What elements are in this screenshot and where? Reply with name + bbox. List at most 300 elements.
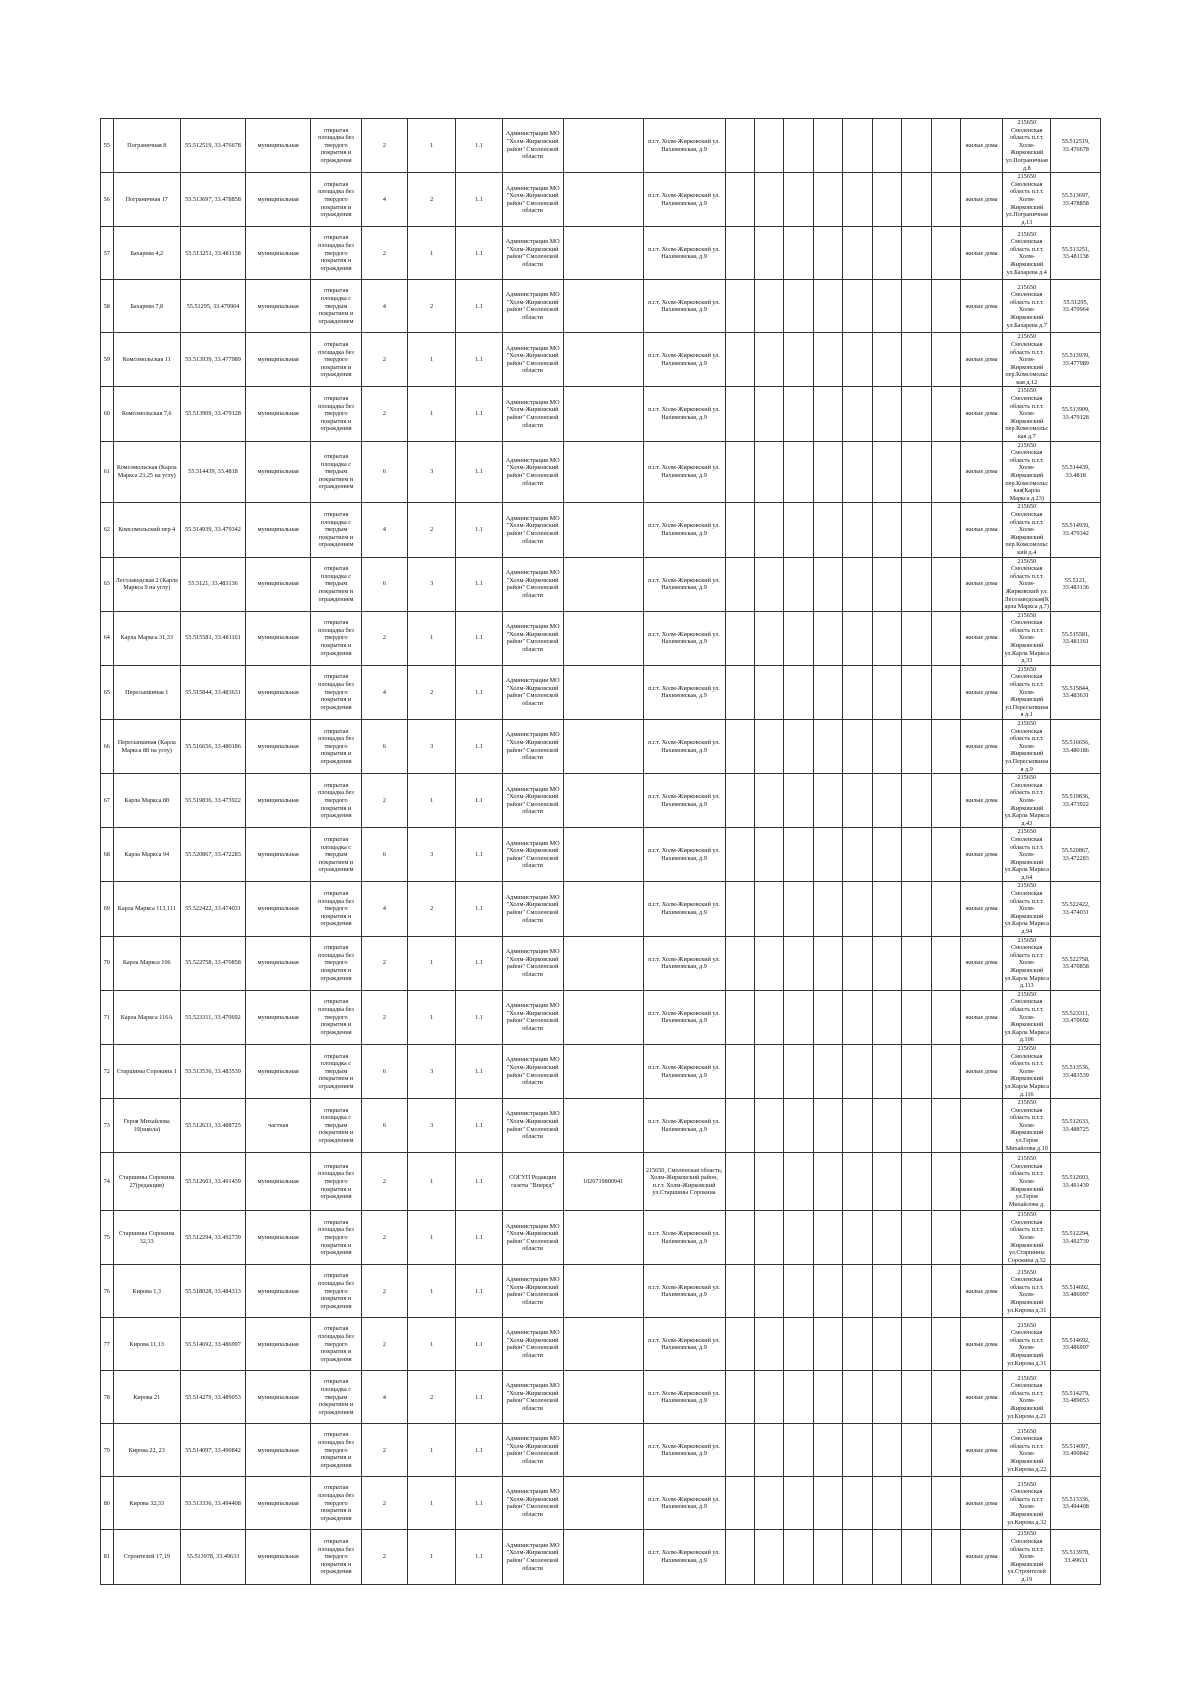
surface-cell: открытая площадка без твердого покрытия и ограждения (311, 1530, 361, 1584)
surface-cell: открытая площадка без твердого покрытия и ограждения (311, 1153, 361, 1211)
container-count-cell: 1 (408, 1424, 456, 1477)
table-row (101, 1099, 1101, 1153)
area-cell: 2 (361, 990, 407, 1044)
empty-cell (725, 173, 754, 227)
source-cell: жилые дома (961, 1318, 1003, 1371)
empty-cell (784, 119, 813, 173)
area-cell: 6 (361, 828, 407, 882)
empty-cell (784, 774, 813, 828)
empty-cell (725, 227, 754, 280)
empty-cell (813, 665, 842, 719)
volume-cell: 1.1 (456, 774, 502, 828)
container-count-cell: 3 (408, 1044, 456, 1098)
empty-cell (902, 1318, 931, 1371)
table-row (101, 1530, 1101, 1584)
row-number: 81 (101, 1530, 114, 1584)
source-address-cell: 215650 Смоленская область п.г.т. Холм-Жирковский пер.Комсомольская д.7 (1003, 387, 1051, 441)
ownership-cell: муниципальная (246, 1153, 311, 1211)
empty-cell (931, 1044, 960, 1098)
empty-cell (754, 720, 783, 774)
empty-cell (843, 1153, 872, 1211)
owner-cell: Администрация МО "Холм-Жирковский район" Смоленской области (502, 227, 563, 280)
container-count-cell: 2 (408, 665, 456, 719)
surface-cell: открытая площадка без твердого покрытия и ограждения (311, 774, 361, 828)
empty-cell (725, 333, 754, 387)
empty-cell (843, 1424, 872, 1477)
source-cell (961, 1153, 1003, 1211)
table-row (101, 227, 1101, 280)
area-cell: 2 (361, 774, 407, 828)
owner-cell: Администрация МО "Холм-Жирковский район" Смоленской области (502, 387, 563, 441)
empty-cell (872, 503, 901, 557)
empty-cell (843, 280, 872, 333)
row-number: 62 (101, 503, 114, 557)
coordinates-cell: 55.512633, 33.488725 (180, 1099, 245, 1153)
area-cell: 2 (361, 611, 407, 665)
area-cell: 6 (361, 720, 407, 774)
volume-cell: 1.1 (456, 333, 502, 387)
address-cell: Кирова 32,33 (113, 1477, 180, 1530)
volume-cell: 1.1 (456, 387, 502, 441)
surface-cell: открытая площадка без твердого покрытия и ограждения (311, 936, 361, 990)
source-cell: жилые дома (961, 557, 1003, 611)
inn-cell (563, 1044, 643, 1098)
empty-cell (784, 503, 813, 557)
empty-cell (784, 1211, 813, 1265)
empty-cell (902, 990, 931, 1044)
container-count-cell: 1 (408, 333, 456, 387)
ownership-cell: муниципальная (246, 1211, 311, 1265)
empty-cell (754, 882, 783, 936)
coordinates-cell: 55.513536, 33.483539 (180, 1044, 245, 1098)
coordinates-cell: 55.522422, 33.474031 (180, 882, 245, 936)
empty-cell (931, 1153, 960, 1211)
empty-cell (725, 1153, 754, 1211)
row-number: 78 (101, 1371, 114, 1424)
owner-cell: Администрация МО "Холм-Жирковский район" Смоленской области (502, 280, 563, 333)
container-count-cell: 1 (408, 1265, 456, 1318)
ownership-cell: муниципальная (246, 387, 311, 441)
coordinates-cell: 55.516656, 33.480186 (180, 720, 245, 774)
empty-cell (725, 280, 754, 333)
empty-cell (872, 280, 901, 333)
empty-cell (754, 1153, 783, 1211)
table-row (101, 611, 1101, 665)
empty-cell (931, 665, 960, 719)
empty-cell (902, 441, 931, 503)
ownership-cell: муниципальная (246, 333, 311, 387)
ownership-cell: муниципальная (246, 990, 311, 1044)
empty-cell (754, 611, 783, 665)
empty-cell (754, 774, 783, 828)
address-cell: Карла Маркса 113,111 (113, 882, 180, 936)
owner-address-cell: п.г.т. Холм-Жирковский ул. Нахимовская, д.9 (643, 1044, 725, 1098)
empty-cell (725, 1371, 754, 1424)
empty-cell (902, 1153, 931, 1211)
table-row (101, 1424, 1101, 1477)
surface-cell: открытая площадка с твердым покрытием и ограждением (311, 1371, 361, 1424)
ownership-cell: муниципальная (246, 774, 311, 828)
owner-address-cell: п.г.т. Холм-Жирковский ул. Нахимовская, д.9 (643, 611, 725, 665)
container-count-cell: 2 (408, 882, 456, 936)
owner-cell: Администрация МО "Холм-Жирковский район" Смоленской области (502, 333, 563, 387)
source-coordinates-cell: 55.513251, 33.481138 (1051, 227, 1101, 280)
owner-address-cell: п.г.т. Холм-Жирковский ул. Нахимовская, д.9 (643, 720, 725, 774)
inn-cell (563, 1265, 643, 1318)
ownership-cell: муниципальная (246, 1424, 311, 1477)
empty-cell (754, 173, 783, 227)
empty-cell (872, 1424, 901, 1477)
empty-cell (813, 720, 842, 774)
owner-address-cell: п.г.т. Холм-Жирковский ул. Нахимовская, д.9 (643, 1318, 725, 1371)
empty-cell (784, 1153, 813, 1211)
owner-cell: Администрация МО "Холм-Жирковский район" Смоленской области (502, 1265, 563, 1318)
empty-cell (843, 503, 872, 557)
area-cell: 2 (361, 387, 407, 441)
inn-cell (563, 173, 643, 227)
source-address-cell: 215650 Смоленская область п.г.т. Холм-Жирковский ул.Строителей д.19 (1003, 1530, 1051, 1584)
container-count-cell: 1 (408, 990, 456, 1044)
row-number: 65 (101, 665, 114, 719)
address-cell: Комсомольский пер 4 (113, 503, 180, 557)
inn-cell (563, 720, 643, 774)
empty-cell (725, 774, 754, 828)
empty-cell (754, 665, 783, 719)
volume-cell: 1.1 (456, 1530, 502, 1584)
empty-cell (843, 1044, 872, 1098)
empty-cell (931, 936, 960, 990)
ownership-cell: муниципальная (246, 1371, 311, 1424)
empty-cell (902, 173, 931, 227)
source-cell (961, 1099, 1003, 1153)
empty-cell (902, 1424, 931, 1477)
empty-cell (784, 441, 813, 503)
source-coordinates-cell: 55.523311, 33.470692 (1051, 990, 1101, 1044)
empty-cell (931, 173, 960, 227)
empty-cell (784, 227, 813, 280)
empty-cell (725, 1265, 754, 1318)
empty-cell (872, 1211, 901, 1265)
empty-cell (784, 280, 813, 333)
empty-cell (813, 1153, 842, 1211)
ownership-cell: муниципальная (246, 882, 311, 936)
owner-address-cell: п.г.т. Холм-Жирковский ул. Нахимовская, д.9 (643, 1371, 725, 1424)
source-address-cell: 215650 Смоленская область п.г.т. Холм-Жирковский ул.Карла Маркса д.94 (1004, 882, 1049, 936)
row-number: 57 (101, 227, 114, 280)
empty-cell (784, 173, 813, 227)
surface-cell: открытая площадка с твердым покрытием и ограждением (311, 1044, 361, 1098)
owner-address-cell: 215650, Смоленская область, Холм-Жирковский район, п.г.т. Холм-Жирковский ул.Старшины Сорокина (643, 1153, 725, 1211)
empty-cell (902, 280, 931, 333)
address-cell: Бахарева 7,8 (113, 280, 180, 333)
source-coordinates-cell: 55.514692, 33.486997 (1051, 1318, 1101, 1371)
coordinates-cell: 55.519836, 33.473922 (180, 774, 245, 828)
coordinates-cell: 55.515844, 33.483631 (180, 665, 245, 719)
owner-cell: Администрация МО "Холм-Жирковский район" Смоленской области (502, 1477, 563, 1530)
empty-cell (784, 1265, 813, 1318)
empty-cell (931, 1477, 960, 1530)
empty-cell (931, 774, 960, 828)
empty-cell (843, 1265, 872, 1318)
source-address-cell: 215650 Смоленская область п.г.т. Холм-Жирковский пер.Комсомольская(Карла Маркса д.23) (1003, 441, 1051, 503)
empty-cell (813, 441, 842, 503)
source-cell: жилые дома (961, 828, 1003, 882)
empty-cell (902, 774, 931, 828)
ownership-cell: муниципальная (246, 557, 311, 611)
empty-cell (872, 119, 901, 173)
table-row (101, 720, 1101, 774)
empty-cell (725, 1477, 754, 1530)
table-row (101, 1211, 1101, 1265)
table-row (101, 1371, 1101, 1424)
container-count-cell: 1 (408, 1530, 456, 1584)
area-cell: 4 (361, 173, 407, 227)
inn-cell (563, 441, 643, 503)
source-cell: жилые дома (961, 720, 1003, 774)
empty-cell (902, 1044, 931, 1098)
address-cell: Старшины Сорокина 1 (113, 1044, 180, 1098)
source-cell: жилые дома (961, 227, 1003, 280)
source-cell: жилые дома (961, 936, 1003, 990)
empty-cell (843, 936, 872, 990)
empty-cell (754, 441, 783, 503)
coordinates-cell: 55.514939, 33.479342 (180, 503, 245, 557)
empty-cell (725, 387, 754, 441)
empty-cell (784, 333, 813, 387)
address-cell: Комсомольская 11 (113, 333, 180, 387)
empty-cell (813, 280, 842, 333)
empty-cell (872, 333, 901, 387)
container-count-cell: 2 (408, 173, 456, 227)
inn-cell (563, 503, 643, 557)
inn-cell (563, 333, 643, 387)
address-cell: Героя Михайлова 10(школа) (113, 1099, 180, 1153)
owner-address-cell: п.г.т. Холм-Жирковский ул. Нахимовская, д.9 (643, 936, 725, 990)
inn-cell (563, 611, 643, 665)
address-cell: Кирова 1,3 (113, 1265, 180, 1318)
volume-cell: 1.1 (456, 936, 502, 990)
empty-cell (813, 1371, 842, 1424)
address-cell: Пересыпкиная (Карла Маркса 88 на углу) (113, 720, 180, 774)
empty-cell (902, 503, 931, 557)
area-cell: 4 (361, 280, 407, 333)
empty-cell (843, 119, 872, 173)
empty-cell (843, 557, 872, 611)
empty-cell (725, 611, 754, 665)
empty-cell (931, 333, 960, 387)
empty-cell (843, 828, 872, 882)
source-coordinates-cell: 55.5121, 33.483136 (1051, 557, 1101, 611)
volume-cell: 1.1 (456, 173, 502, 227)
empty-cell (784, 665, 813, 719)
inn-cell (563, 227, 643, 280)
empty-cell (872, 1371, 901, 1424)
coordinates-cell: 55.513939, 33.477989 (180, 333, 245, 387)
inn-cell (563, 882, 643, 936)
empty-cell (725, 828, 754, 882)
container-count-cell: 2 (408, 1371, 456, 1424)
source-cell (961, 1211, 1003, 1265)
empty-cell (872, 882, 901, 936)
owner-cell: Администрация МО "Холм-Жирковский район" Смоленской области (502, 1211, 563, 1265)
empty-cell (902, 1099, 931, 1153)
owner-address-cell: п.г.т. Холм-Жирковский ул. Нахимовская, д.9 (643, 119, 725, 173)
surface-cell: открытая площадка без твердого покрытия и ограждения (311, 990, 361, 1044)
area-cell: 2 (361, 936, 407, 990)
ownership-cell: муниципальная (246, 611, 311, 665)
empty-cell (902, 1211, 931, 1265)
source-address-cell: 215650 Смоленская область п.г.т. Холм-Жирковский пер.Комсомольский д.4 (1003, 503, 1051, 557)
owner-address-cell: п.г.т. Холм-Жирковский ул. Нахимовская, д.9 (643, 990, 725, 1044)
empty-cell (754, 828, 783, 882)
coordinates-cell: 55.513909, 33.479128 (180, 387, 245, 441)
source-coordinates-cell: 55.515581, 33.481161 (1051, 611, 1101, 665)
area-cell: 6 (361, 557, 407, 611)
empty-cell (754, 1530, 783, 1584)
empty-cell (843, 882, 872, 936)
owner-cell: Администрация МО "Холм-Жирковский район" Смоленской области (502, 774, 563, 828)
empty-cell (872, 1044, 901, 1098)
area-cell: 2 (361, 1477, 407, 1530)
owner-cell: Администрация МО "Холм-Жирковский район" Смоленской области (502, 882, 563, 936)
address-cell: Старшины Сорокина 32,33 (113, 1211, 180, 1265)
empty-cell (725, 990, 754, 1044)
source-coordinates-cell: 55.512633, 33.488725 (1051, 1099, 1101, 1153)
row-number: 61 (101, 441, 114, 503)
source-address-cell: 215650 Смоленская область п.г.т. Холм-Жирковский ул. Лесозаводская(Карла Маркса д.7) (1004, 557, 1049, 611)
empty-cell (813, 1044, 842, 1098)
table-row (101, 441, 1101, 503)
address-cell: Карла Маркса 106 (113, 936, 180, 990)
empty-cell (725, 557, 754, 611)
coordinates-cell: 55.513251, 33.481138 (180, 227, 245, 280)
source-address-cell: 215650 Смоленская область п.г.т. Холм-Жирковский ул.Кирова д.31 (1003, 1318, 1051, 1371)
empty-cell (843, 1318, 872, 1371)
table-row (101, 882, 1101, 936)
source-address-cell: 215650 Смоленская область п.г.т. Холм-Жирковский ул.Бахарева д.7 (1003, 280, 1051, 333)
source-address-cell: 215650 Смоленская область п.г.т. Холм-Жирковский ул.Кирова д.31 (1003, 1265, 1051, 1318)
empty-cell (813, 1424, 842, 1477)
owner-cell: Администрация МО "Холм-Жирковский район" Смоленской области (502, 1371, 563, 1424)
empty-cell (931, 990, 960, 1044)
row-number: 77 (101, 1318, 114, 1371)
empty-cell (872, 441, 901, 503)
empty-cell (813, 387, 842, 441)
owner-address-cell: п.г.т. Холм-Жирковский ул. Нахимовская, д.9 (643, 1265, 725, 1318)
ownership-cell: муниципальная (246, 503, 311, 557)
owner-cell: Администрация МО "Холм-Жирковский район" Смоленской области (502, 611, 563, 665)
area-cell: 2 (361, 1265, 407, 1318)
ownership-cell: муниципальная (246, 227, 311, 280)
empty-cell (784, 1530, 813, 1584)
source-coordinates-cell: 55.516656, 33.480186 (1051, 720, 1101, 774)
empty-cell (902, 936, 931, 990)
source-coordinates-cell: 55.513697, 33.478858 (1051, 173, 1101, 227)
row-number: 66 (101, 720, 114, 774)
address-cell: Старшины Сорокина 27(редакция) (113, 1153, 180, 1211)
coordinates-cell: 55.518028, 33.484313 (180, 1265, 245, 1318)
owner-cell: Администрация МО "Холм-Жирковский район" Смоленской области (502, 173, 563, 227)
volume-cell: 1.1 (456, 1265, 502, 1318)
source-cell: жилые дома (961, 990, 1003, 1044)
empty-cell (813, 557, 842, 611)
row-number: 64 (101, 611, 114, 665)
ownership-cell: частная (246, 1099, 311, 1153)
empty-cell (902, 1477, 931, 1530)
container-count-cell: 1 (408, 611, 456, 665)
empty-cell (872, 720, 901, 774)
source-coordinates-cell: 55.514279, 33.489053 (1051, 1371, 1101, 1424)
coordinates-cell: 55.514439, 33.4818 (180, 441, 245, 503)
empty-cell (725, 503, 754, 557)
empty-cell (754, 1318, 783, 1371)
empty-cell (754, 1044, 783, 1098)
volume-cell: 1.1 (456, 227, 502, 280)
container-count-cell: 1 (408, 387, 456, 441)
empty-cell (872, 1265, 901, 1318)
empty-cell (931, 1424, 960, 1477)
table-row (101, 665, 1101, 719)
owner-cell: Администрация МО "Холм-Жирковский район" Смоленской области (502, 828, 563, 882)
address-cell: Карла Маркса 88 (113, 774, 180, 828)
empty-cell (813, 1318, 842, 1371)
empty-cell (931, 1371, 960, 1424)
empty-cell (843, 611, 872, 665)
ownership-cell: муниципальная (246, 119, 311, 173)
empty-cell (931, 1265, 960, 1318)
empty-cell (754, 227, 783, 280)
empty-cell (931, 1530, 960, 1584)
row-number: 68 (101, 828, 114, 882)
source-address-cell: 215650 Смоленская область п.г.т. Холм-Жирковский ул.Бахарева д.4 (1003, 227, 1051, 280)
empty-cell (725, 1424, 754, 1477)
empty-cell (754, 1099, 783, 1153)
table-row (101, 1318, 1101, 1371)
empty-cell (902, 1371, 931, 1424)
owner-cell: Администрация МО "Холм-Жирковский район" Смоленской области (502, 1099, 563, 1153)
address-cell: Кирова 21 (113, 1371, 180, 1424)
source-cell: жилые дома (961, 173, 1003, 227)
owner-address-cell: п.г.т. Холм-Жирковский ул. Нахимовская, д.9 (643, 280, 725, 333)
volume-cell: 1.1 (456, 990, 502, 1044)
ownership-cell: муниципальная (246, 665, 311, 719)
empty-cell (843, 1099, 872, 1153)
empty-cell (931, 828, 960, 882)
address-cell: Бахарева 4,2 (113, 227, 180, 280)
owner-address-cell: п.г.т. Холм-Жирковский ул. Нахимовская, д.9 (643, 227, 725, 280)
source-cell: жилые дома (961, 1424, 1003, 1477)
source-cell: жилые дома (961, 441, 1003, 503)
area-cell: 2 (361, 1211, 407, 1265)
surface-cell: открытая площадка без твердого покрытия и ограждения (311, 333, 361, 387)
empty-cell (725, 882, 754, 936)
empty-cell (931, 441, 960, 503)
empty-cell (872, 1153, 901, 1211)
empty-cell (754, 557, 783, 611)
source-address-cell: 215650 Смоленская область п.г.т. Холм-Жирковский ул.Пограничная д.8 (1003, 119, 1051, 173)
source-address-cell: 215650 Смоленская область п.г.т. Холм-Жирковский ул.Старшины Сорокина д.32 (1003, 1211, 1051, 1265)
empty-cell (872, 665, 901, 719)
row-number: 74 (101, 1153, 114, 1211)
row-number: 55 (101, 119, 114, 173)
owner-cell: Администрация МО "Холм-Жирковский район" Смоленской области (502, 441, 563, 503)
empty-cell (725, 119, 754, 173)
table-row (101, 333, 1101, 387)
source-coordinates-cell: 55.522758, 33.470858 (1051, 936, 1101, 990)
empty-cell (754, 387, 783, 441)
empty-cell (931, 227, 960, 280)
source-coordinates-cell: 55.513536, 33.483539 (1051, 1044, 1101, 1098)
